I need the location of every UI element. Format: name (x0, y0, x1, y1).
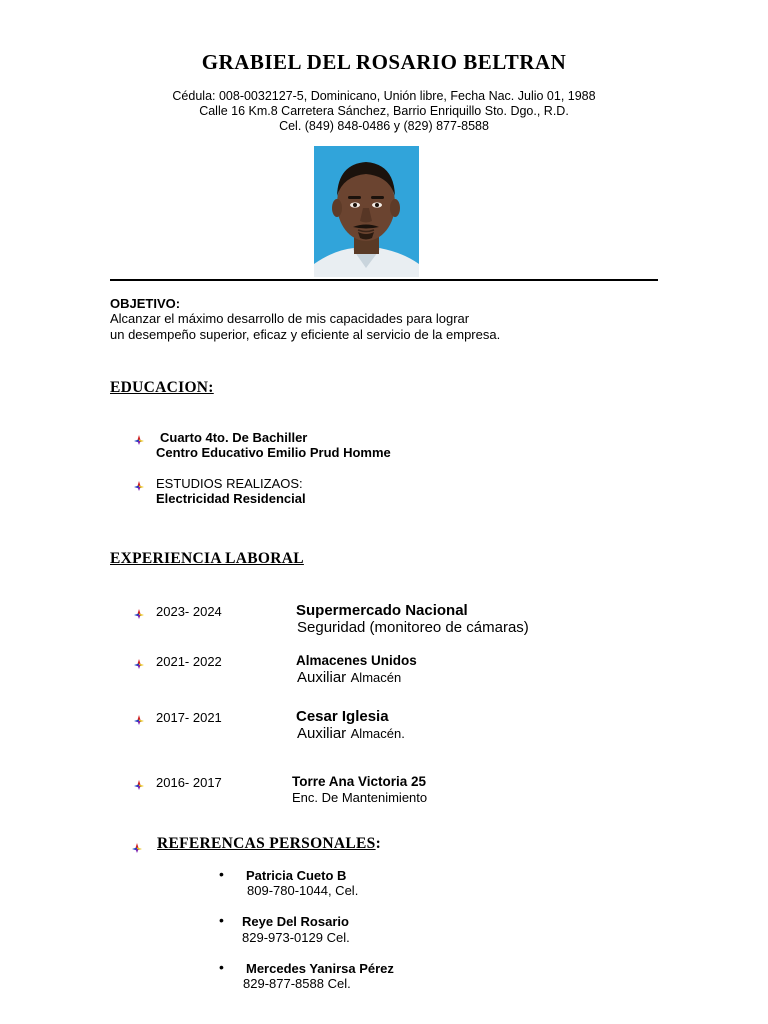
experience-role: Seguridad (monitoreo de cámaras) (297, 619, 529, 636)
list-bullet-icon (134, 606, 144, 624)
experience-heading: EXPERIENCIA LABORAL (110, 550, 304, 567)
experience-company: Torre Ana Victoria 25 (292, 774, 427, 789)
education-item-title: Cuarto 4to. De Bachiller (160, 430, 308, 445)
profile-photo (314, 146, 419, 277)
experience-company: Supermercado Nacional (296, 602, 468, 619)
references-heading (144, 835, 381, 853)
experience-role-part: Almacén (350, 670, 402, 685)
education-item-detail: Centro Educativo Emilio Prud Homme (156, 445, 391, 460)
header-divider (110, 279, 658, 281)
reference-bullet: • (219, 912, 224, 928)
contact-id-line: Cédula: 008-0032127-5, Dominicano, Unión libre, Fecha Nac. Julio 01, 1988 (172, 89, 596, 103)
reference-bullet: • (219, 866, 224, 882)
education-heading: EDUCACION: (110, 379, 214, 396)
contact-phone-line: Cel. (849) 848-0486 y (829) 877-8588 (279, 119, 489, 133)
reference-name: Patricia Cueto B (246, 868, 347, 883)
list-bullet-icon (134, 432, 144, 450)
list-bullet-icon (134, 656, 144, 674)
contact-address-line: Calle 16 Km.8 Carretera Sánchez, Barrio Enriquillo Sto. Dgo., R.D. (199, 104, 569, 118)
experience-years: 2017- 2021 (156, 710, 222, 725)
experience-company: Almacenes Unidos (296, 653, 417, 668)
list-bullet-icon (134, 478, 144, 496)
objective-text-line-2: un desempeño superior, eficaz y eficiente al servicio de la empresa. (110, 327, 501, 342)
reference-bullet: • (219, 959, 224, 975)
education-item-title: ESTUDIOS REALIZAOS: (156, 476, 303, 491)
experience-years: 2023- 2024 (156, 604, 222, 619)
resume-name: GRABIEL DEL ROSARIO BELTRAN (201, 50, 567, 74)
experience-role (297, 669, 401, 687)
references-heading-colon: : (375, 835, 381, 852)
education-item-detail: Electricidad Residencial (156, 491, 306, 506)
reference-phone: 829-877-8588 Cel. (243, 976, 351, 991)
experience-role (297, 725, 405, 743)
experience-company: Cesar Iglesia (296, 708, 389, 725)
experience-years: 2021- 2022 (156, 654, 222, 669)
objective-text-line-1: Alcanzar el máximo desarrollo de mis capacidades para lograr (110, 311, 470, 326)
person-portrait-icon (314, 146, 419, 277)
experience-role-part: Almacén. (350, 726, 405, 741)
reference-phone: 829-973-0129 Cel. (242, 930, 350, 945)
reference-name: Reye Del Rosario (242, 914, 349, 929)
list-bullet-icon (134, 712, 144, 730)
objective-label: OBJETIVO: (110, 296, 181, 311)
experience-role-part: Auxiliar (297, 725, 347, 742)
experience-role-part: Auxiliar (297, 669, 347, 686)
reference-phone: 809-780-1044, Cel. (247, 883, 359, 898)
experience-years: 2016- 2017 (156, 775, 222, 790)
list-bullet-icon (132, 840, 142, 858)
experience-role: Enc. De Mantenimiento (292, 790, 428, 805)
references-heading-text: REFERENCAS PERSONALES (157, 835, 376, 852)
list-bullet-icon (134, 777, 144, 795)
reference-name: Mercedes Yanirsa Pérez (246, 961, 394, 976)
